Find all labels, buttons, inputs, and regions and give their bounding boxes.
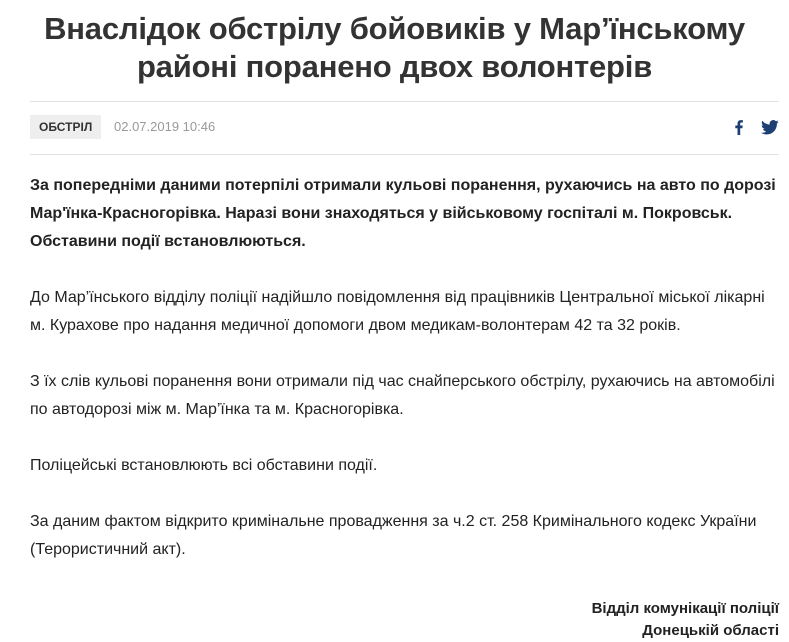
article-paragraph: За даним фактом відкрито кримінальне провадження за ч.2 ст. 258 Кримінального кодекс України (Терористичний акт). <box>30 513 757 558</box>
twitter-share-button[interactable] <box>761 120 779 135</box>
publish-date: 02.07.2019 10:46 <box>114 119 216 134</box>
facebook-icon <box>735 120 743 135</box>
signature-line-2: Донецькій області <box>642 622 779 639</box>
signature-line-1: Відділ комунікації поліції <box>591 600 779 617</box>
category-tag[interactable]: ОБСТРІЛ <box>30 115 101 139</box>
header-divider <box>30 101 779 102</box>
article-body <box>30 172 782 592</box>
share-buttons <box>735 115 779 139</box>
article-paragraph: З їх слів кульові поранення вони отримали під час снайперського обстрілу, рухаючись на автомобілі по автодорозі між м. Мар’їнка та м. Красногорівка. <box>30 373 775 418</box>
meta-divider <box>30 154 779 155</box>
article-paragraph: До Мар’їнського відділу поліції надійшло повідомлення від працівників Центральної міської лікарні м. Курахове про надання медичної допомоги двом медикам-волонтерам 42 та 32 років. <box>30 289 765 334</box>
article-paragraph: Поліцейські встановлюють всі обставини події. <box>30 457 378 474</box>
twitter-icon <box>761 120 779 135</box>
article-meta <box>30 115 779 139</box>
article-title: Внаслідок обстрілу бойовиків у Мар’їнському районі поранено двох волонтерів <box>44 11 745 84</box>
facebook-share-button[interactable] <box>735 120 743 135</box>
article-lead: За попередніми даними потерпілі отримали кульові поранення, рухаючись на авто по дорозі Мар'їнка-Красногорівка. Наразі вони знаходяться у військовому госпіталі м. Покровськ. Обставини події встановлюються. <box>30 177 776 250</box>
article-signature <box>592 598 779 642</box>
